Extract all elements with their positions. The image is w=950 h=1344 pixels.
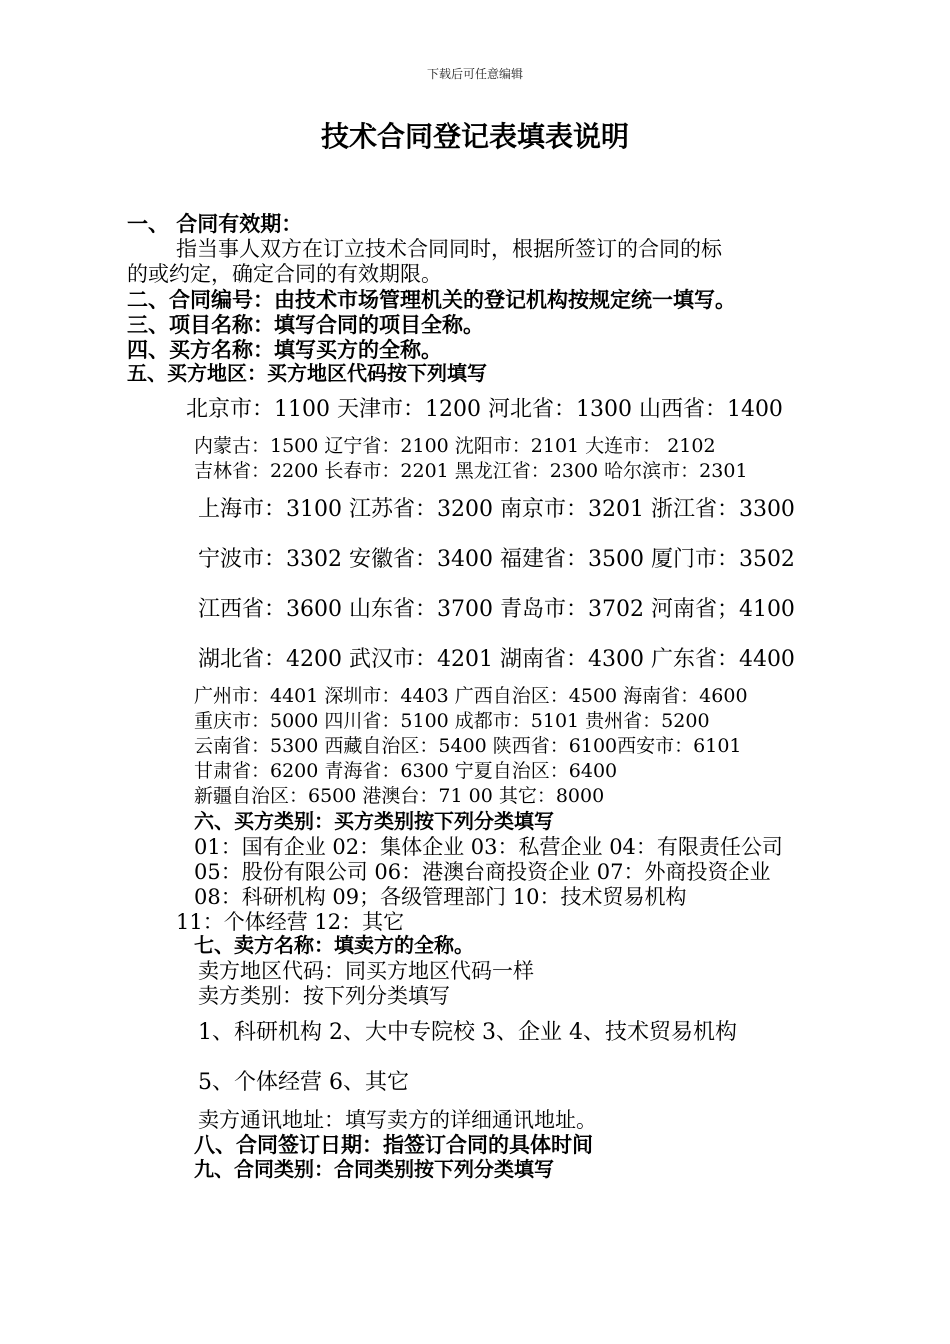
region-line: 湖北省：4200 武汉市：4201 湖南省：4300 广东省：4400 [198, 647, 795, 672]
seller-address: 卖方通讯地址：填写卖方的详细通讯地址。 [198, 1108, 597, 1132]
buyer-type-line: 08：科研机构 09；各级管理部门 10：技术贸易机构 [194, 885, 687, 909]
section-8: 八、合同签订日期：指签订合同的具体时间 [194, 1133, 593, 1157]
section-2: 二、合同编号：由技术市场管理机关的登记机构按规定统一填写。 [127, 288, 736, 312]
region-line: 吉林省：2200 长春市：2201 黑龙江省：2300 哈尔滨市：2301 [194, 460, 748, 482]
page-header: 下载后可任意编辑 [426, 67, 523, 81]
region-line: 江西省：3600 山东省：3700 青岛市：3702 河南省；4100 [198, 597, 795, 622]
document-title: 技术合同登记表填表说明 [320, 120, 629, 153]
section-4: 四、买方名称：填写买方的全称。 [127, 338, 442, 362]
section-1-body-line-1: 指当事人双方在订立技术合同同时，根据所签订的合同的标 [176, 237, 722, 261]
region-line: 广州市：4401 深圳市：4403 广西自治区：4500 海南省：4600 [194, 685, 748, 707]
section-5: 五、买方地区：买方地区代码按下列填写 [127, 361, 487, 385]
region-line: 宁波市：3302 安徽省：3400 福建省：3500 厦门市：3502 [198, 547, 795, 572]
region-line: 云南省：5300 西藏自治区：5400 陕西省：6100西安市：6101 [194, 735, 742, 757]
buyer-type-line: 01：国有企业 02：集体企业 03：私营企业 04：有限责任公司 [194, 835, 783, 859]
section-9: 九、合同类别：合同类别按下列分类填写 [194, 1157, 554, 1181]
region-line: 北京市：1100 天津市：1200 河北省：1300 山西省：1400 [186, 397, 783, 422]
region-line: 甘肃省：6200 青海省：6300 宁夏自治区：6400 [194, 760, 618, 782]
buyer-type-line: 11：个体经营 12：其它 [176, 910, 405, 934]
section-7: 七、卖方名称：填卖方的全称。 [194, 933, 474, 957]
seller-type-intro: 卖方类别：按下列分类填写 [198, 984, 450, 1008]
section-1-body-line-2: 的或约定，确定合同的有效期限。 [127, 262, 442, 286]
region-line: 新疆自治区：6500 港澳台：71 00 其它：8000 [194, 785, 605, 807]
section-1-heading: 一、 合同有效期： [127, 212, 303, 236]
section-6: 六、买方类别：买方类别按下列分类填写 [194, 809, 554, 833]
region-line: 重庆市：5000 四川省：5100 成都市：5101 贵州省：5200 [194, 710, 710, 732]
region-line: 上海市：3100 江苏省：3200 南京市：3201 浙江省：3300 [198, 497, 795, 522]
section-3: 三、项目名称：填写合同的项目全称。 [127, 313, 484, 337]
buyer-type-line: 05：股份有限公司 06：港澳台商投资企业 07：外商投资企业 [194, 860, 771, 884]
seller-types-line-1: 1、科研机构 2、大中专院校 3、企业 4、技术贸易机构 [198, 1020, 737, 1045]
region-line: 内蒙古：1500 辽宁省：2100 沈阳市：2101 大连市： 2102 [194, 435, 716, 457]
seller-region-code: 卖方地区代码：同买方地区代码一样 [198, 959, 534, 983]
seller-types-line-2: 5、个体经营 6、其它 [198, 1070, 409, 1095]
